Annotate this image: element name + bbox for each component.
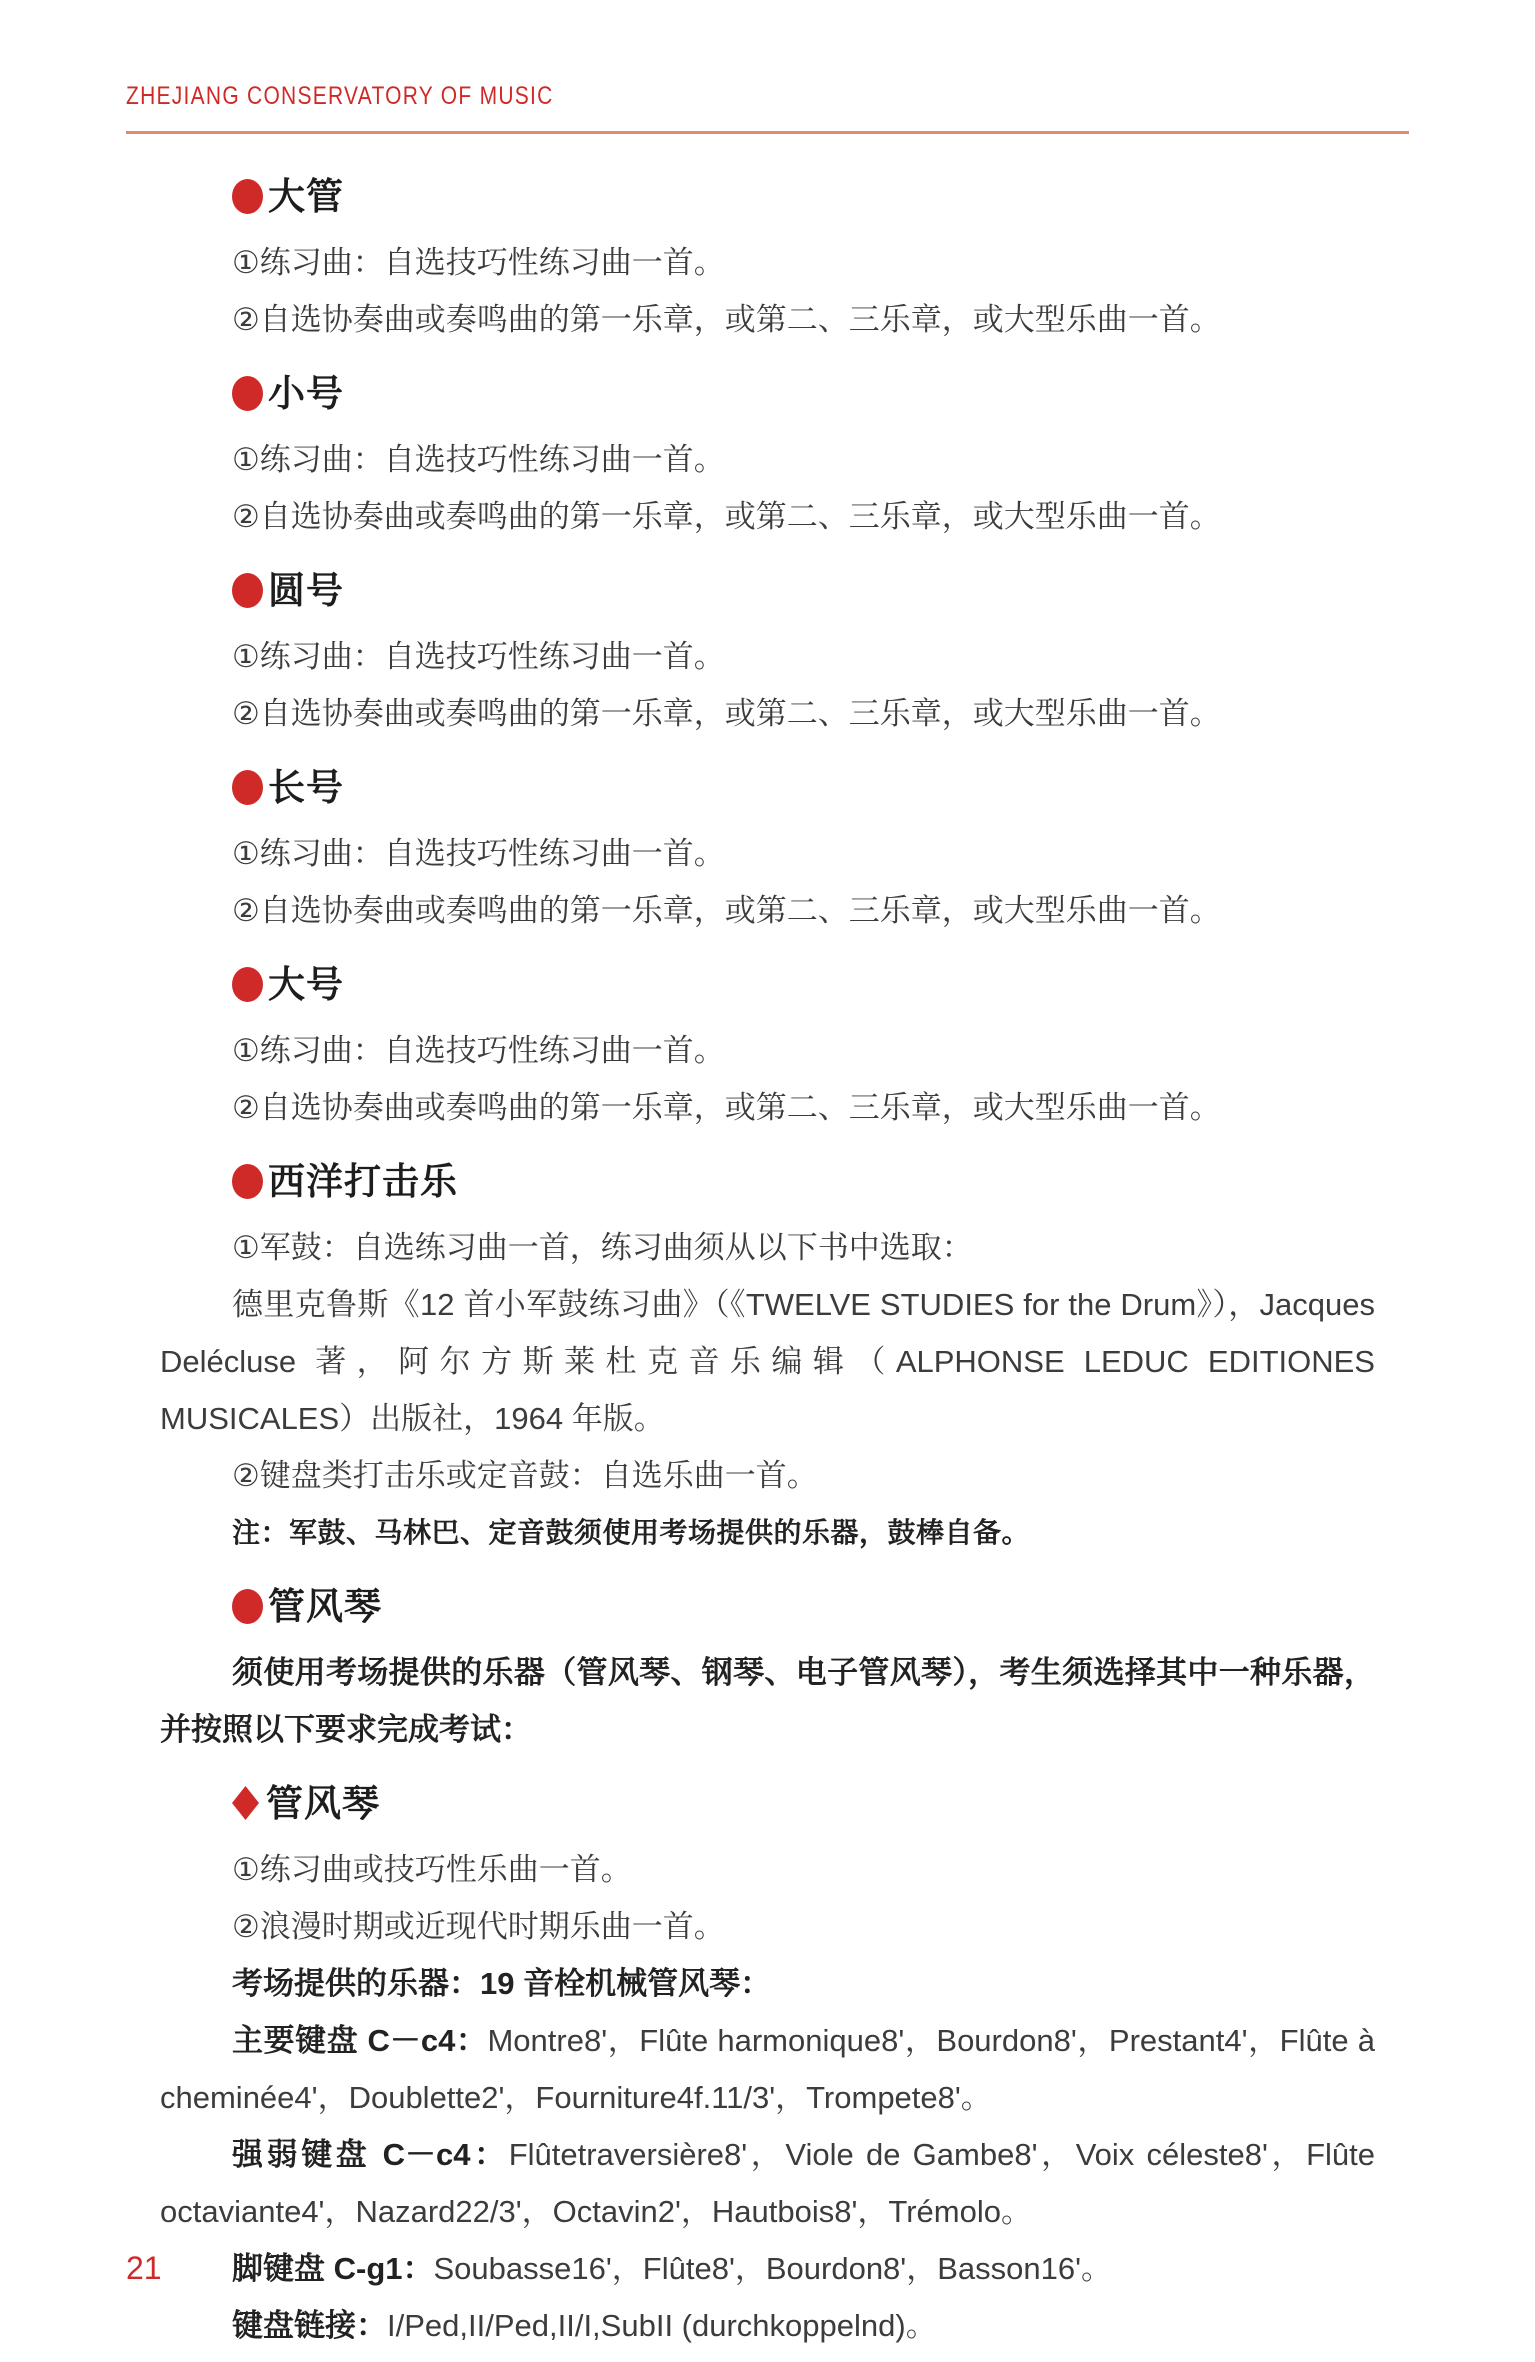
section-heading [160, 174, 1375, 222]
section-title: 长号 [268, 767, 344, 808]
paragraph: ②浪漫时期或近现代时期乐曲一首。 [232, 1909, 725, 1944]
spec-text: Flûtetraversière8'，Viole de Gambe8'，Voix céleste8'，Flûte octaviante4'，Nazard22/3'，Octavin2'，Hautbois8'，Trémolo。 [160, 2137, 1375, 2229]
spec-label: 主要键盘 C－c4： [232, 2023, 488, 2058]
paragraph: ②自选协奏曲或奏鸣曲的第一乐章，或第二、三乐章，或大型乐曲一首。 [232, 893, 1221, 928]
document-body [160, 174, 1375, 2354]
spec-label: 脚键盘 C-g1： [232, 2251, 434, 2286]
paragraph: ②自选协奏曲或奏鸣曲的第一乐章，或第二、三乐章，或大型乐曲一首。 [232, 302, 1221, 337]
paragraph: ①军鼓：自选练习曲一首，练习曲须从以下书中选取： [232, 1230, 973, 1265]
circle-bullet-icon [232, 1589, 263, 1624]
paragraph: ①练习曲：自选技巧性练习曲一首。 [232, 1033, 725, 1068]
section-title: 大号 [268, 964, 344, 1005]
spec-label: 强弱键盘 C－c4： [232, 2137, 509, 2172]
section-heading [160, 568, 1375, 616]
section-title: 圆号 [268, 570, 344, 611]
circle-bullet-icon [232, 1164, 263, 1199]
spec-text: Montre8'，Flûte harmonique8'，Bourdon8'，Prestant4'，Flûte à cheminée4'，Doublette2'，Fourniture4f.11/3'，Trompete8'。 [160, 2023, 1375, 2115]
section-heading [160, 1584, 1375, 1632]
paragraph: ②键盘类打击乐或定音鼓：自选乐曲一首。 [232, 1458, 818, 1493]
spec-text: I/Ped,II/Ped,II/I,SubII (durchkoppelnd)。 [387, 2308, 937, 2343]
circle-bullet-icon [232, 770, 263, 805]
page-header [126, 0, 1409, 134]
paragraph: ①练习曲：自选技巧性练习曲一首。 [232, 639, 725, 674]
page-number: 21 [126, 2250, 162, 2286]
circle-bullet-icon [232, 967, 263, 1002]
spec-label: 键盘链接： [232, 2308, 387, 2343]
section-title: 西洋打击乐 [268, 1161, 458, 1202]
spec-line [160, 2126, 1375, 2240]
paragraph: 须使用考场提供的乐器（管风琴、钢琴、电子管风琴），考生须选择其中一种乐器，并按照以下要求完成考试： [160, 1655, 1375, 1747]
section-heading [160, 1781, 1375, 1829]
paragraph: ①练习曲：自选技巧性练习曲一首。 [232, 442, 725, 477]
spec-line [160, 2297, 1375, 2354]
section-title: 小号 [268, 373, 344, 414]
paragraph: 德里克鲁斯《12 首小军鼓练习曲》（《TWELVE STUDIES for the Drum》），Jacques Delécluse 著，阿尔方斯莱杜克音乐编辑（ALPHONSE LEDUC EDITIONES MUSICALES）出版社，1964 年版。 [160, 1287, 1375, 1436]
spec-text: Soubasse16'，Flûte8'，Bourdon8'，Basson16'。 [433, 2251, 1113, 2286]
paragraph: ②自选协奏曲或奏鸣曲的第一乐章，或第二、三乐章，或大型乐曲一首。 [232, 1090, 1221, 1125]
circle-bullet-icon [232, 179, 263, 214]
paragraph: ①练习曲：自选技巧性练习曲一首。 [232, 836, 725, 871]
paragraph: ①练习曲：自选技巧性练习曲一首。 [232, 245, 725, 280]
paragraph: 考场提供的乐器：19 音栓机械管风琴： [232, 1966, 772, 2001]
section-title: 管风琴 [268, 1586, 382, 1627]
section-title: 管风琴 [266, 1783, 380, 1824]
circle-bullet-icon [232, 573, 263, 608]
paragraph: ②自选协奏曲或奏鸣曲的第一乐章，或第二、三乐章，或大型乐曲一首。 [232, 499, 1221, 534]
section-title: 大管 [268, 176, 344, 217]
header-title: ZHEJIANG CONSERVATORY OF MUSIC [126, 82, 554, 110]
diamond-bullet-icon [232, 1786, 259, 1820]
spec-line [160, 2240, 1375, 2297]
paragraph: ①练习曲或技巧性乐曲一首。 [232, 1852, 632, 1887]
section-heading [160, 962, 1375, 1010]
note-line: 注：军鼓、马林巴、定音鼓须使用考场提供的乐器，鼓棒自备。 [232, 1517, 1031, 1548]
section-heading [160, 1159, 1375, 1207]
section-heading [160, 371, 1375, 419]
circle-bullet-icon [232, 376, 263, 411]
section-heading [160, 765, 1375, 813]
paragraph: ②自选协奏曲或奏鸣曲的第一乐章，或第二、三乐章，或大型乐曲一首。 [232, 696, 1221, 731]
spec-line [160, 2012, 1375, 2126]
